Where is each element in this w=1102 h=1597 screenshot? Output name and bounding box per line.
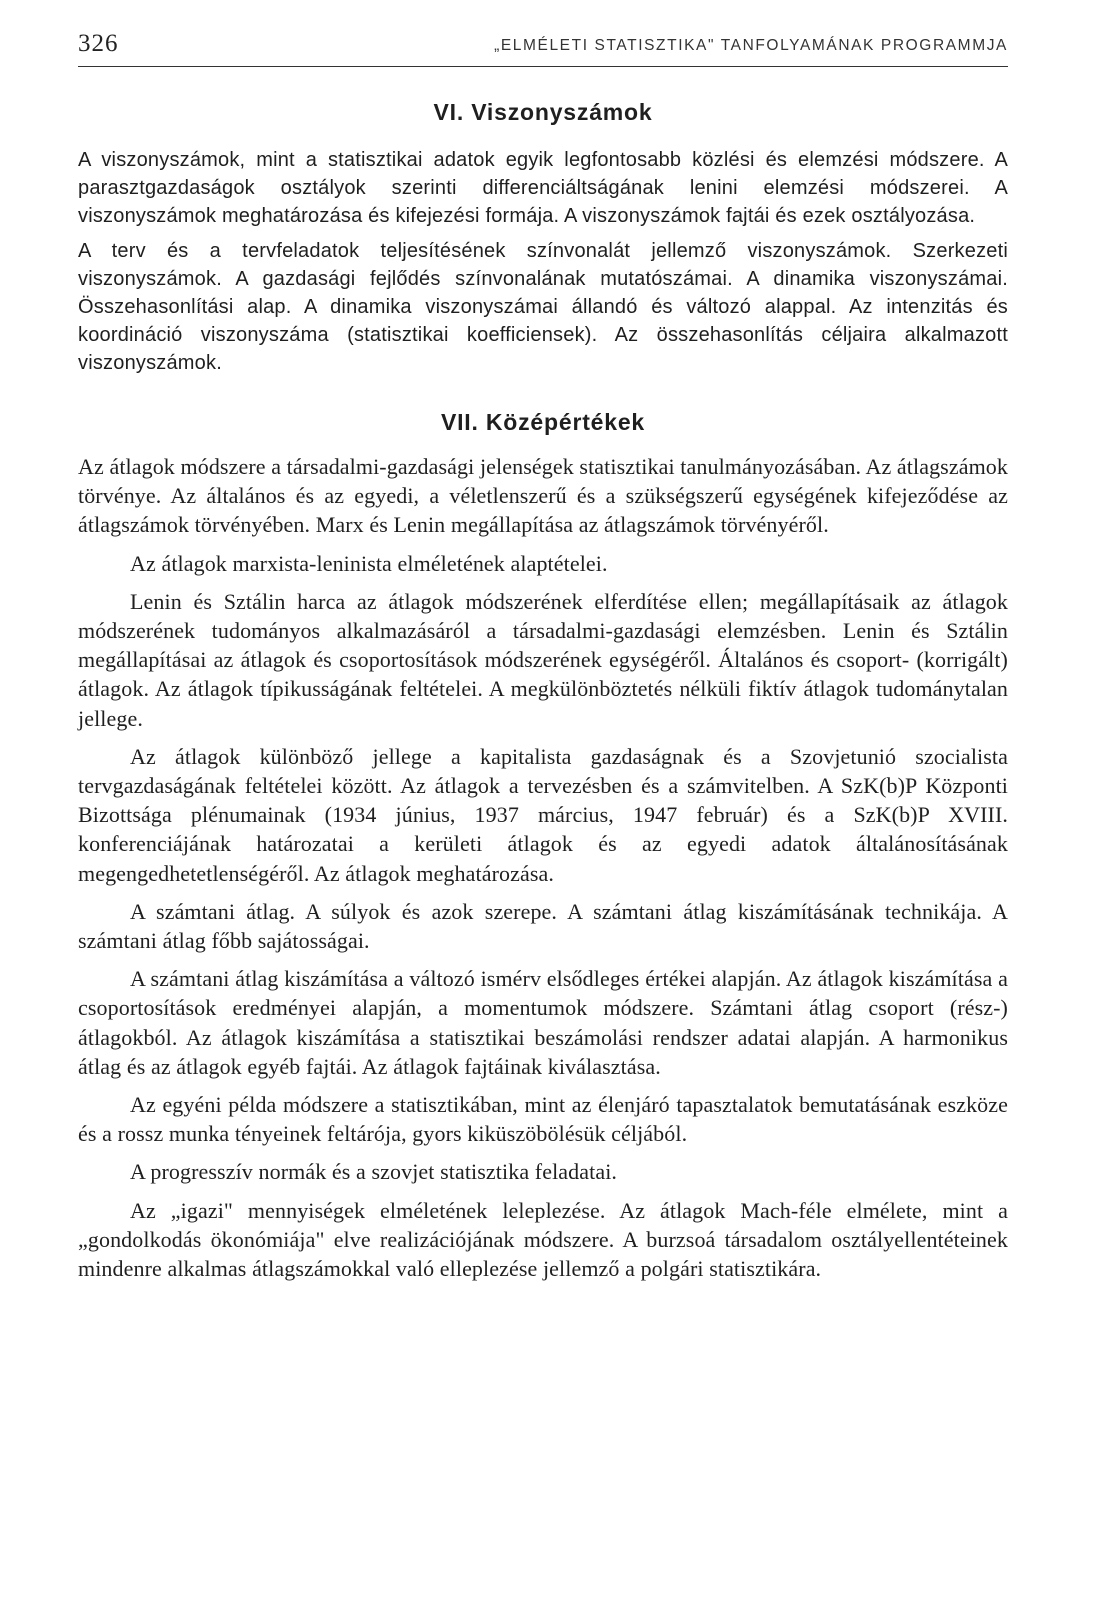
section-relative-numbers [78,146,1008,377]
paragraph: Lenin és Sztálin harca az átlagok módszerének elferdítése ellen; megállapításaik az átlagok módszerének tudományos alkalmazásáról a társadalmi-gazdasági elemzésben. Lenin és Sztálin megállapításai az átlagok és csoportosítások módszerének egységéről. Általános és csoport- (korrigált) átlagok. Az átlagok típikusságának feltételei. A megkülönböztetés nélküli fiktív átlagok tudománytalan jellege. [78,588,1008,731]
paragraph: Az átlagok különböző jellege a kapitalista gazdaságnak és a Szovjetunió szocialista tervgazdaságának feltételei között. Az átlagok a tervezésben és a számvitelben. A SzK(b)P Központi Bizottsága plénumainak (1934 június, 1937 március, 1947 február) és a SzK(b)P XVIII. konferenciájának határozatai a kerületi átlagok és az egyedi adatok általánosításának megengedhetetlenségéről. Az átlagok meghatározása. [78,743,1008,886]
paragraph: A progresszív normák és a szovjet statisztika feladatai. [130,1159,617,1185]
paragraph: A számtani átlag kiszámítása a változó ismérv elsődleges értékei alapján. Az átlagok kiszámítása a csoportosítások eredményei alapján, a momentumok módszere. Számtani átlag csoport (rész-) átlagokból. Az átlagok kiszámítása a statisztikai beszámolási rendszer adatai alapján. A harmonikus átlag és az átlagok egyéb fajtái. Az átlagok fajtáinak kiválasztása. [78,966,1008,1079]
paragraph: A terv és a tervfeladatok teljesítésének színvonalát jellemző viszonyszámok. Szerkezeti viszonyszámok. A gazdasági fejlődés színvonalának mutatószámai. A dinamika viszonyszámai. Összehasonlítási alap. A dinamika viszonyszámai állandó és változó alappal. Az intenzitás és koordináció viszonyszáma (statisztikai koefficiensek). Az összehasonlítás céljaira alkalmazott viszonyszámok. [78,240,1008,374]
page-number: 326 [78,30,119,57]
section-title-relative-numbers: VI. Viszonyszámok [433,99,653,125]
running-header [78,30,1008,67]
paragraph: Az egyéni példa módszere a statisztikában, mint az élenjáró tapasztalatok bemutatásának eszköze és a rossz munka tényeinek feltárója, gyors kiküszöbölésük céljából. [78,1092,1008,1147]
book-page [78,30,1008,1283]
paragraph: Az átlagok marxista-leninista elméletének alaptételei. [130,550,608,576]
paragraph: Az „igazi" mennyiségek elméletének leleplezése. Az átlagok Mach-féle elmélete, mint a „gondolkodás ökonómiája" elve realizációjának módszere. A burzsoá társadalom osztályellentéteinek mindenre alkalmas átlagszámokkal való elleplezése jellemző a polgári statisztikára. [78,1197,1008,1282]
paragraph: Az átlagok módszere a társadalmi-gazdasági jelenségek statisztikai tanulmányozásában. Az átlagszámok törvénye. Az általános és az egyedi, a véletlenszerű és a szükségszerű egységének kifejeződése az átlagszámok törvényében. Marx és Lenin megállapítása az átlagszámok törvényéről. [78,454,1008,538]
section-averages [78,452,1008,1283]
paragraph: A számtani átlag. A súlyok és azok szerepe. A számtani átlag kiszámításának technikája. A számtani átlag főbb sajátosságai. [78,898,1008,954]
paragraph: A viszonyszámok, mint a statisztikai adatok egyik legfontosabb közlési és elemzési módszere. A parasztgazdaságok osztályok szerinti differenciáltságának lenini elemzési módszerei. A viszonyszámok meghatározása és kifejezési formája. A viszonyszámok fajtái és ezek osztályozása. [78,149,1008,227]
running-title: „ELMÉLETI STATISZTIKA" TANFOLYAMÁNAK PROGRAMMJA [494,37,1008,54]
section-title-averages: VII. Középértékek [440,409,646,435]
